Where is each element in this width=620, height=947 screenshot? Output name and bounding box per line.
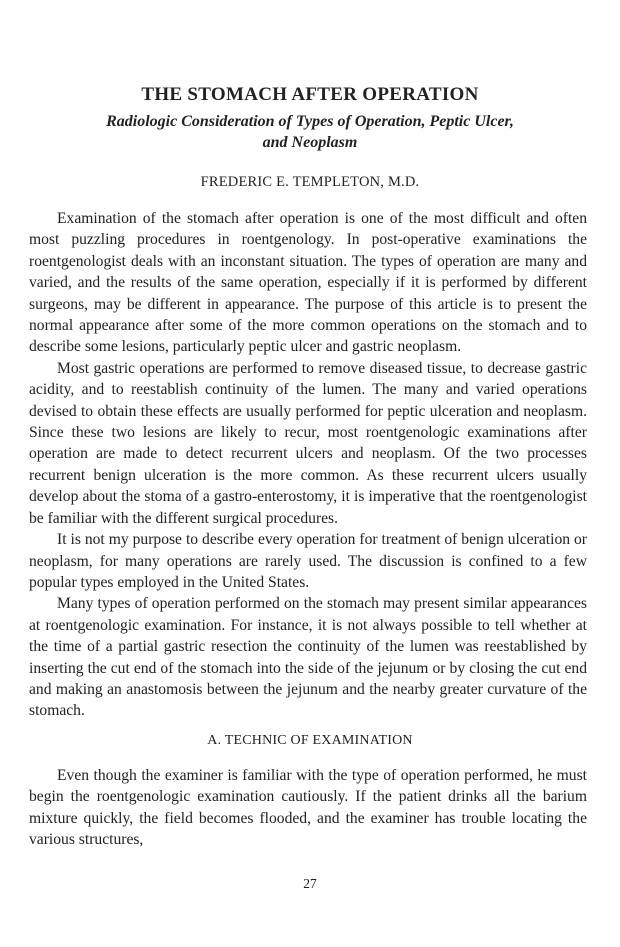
subtitle-line-1: Radiologic Consideration of Types of Operation, Peptic Ulcer, <box>106 113 514 130</box>
subtitle-line-2: and Neoplasm <box>262 134 358 151</box>
body-text <box>29 208 587 722</box>
article-subtitle <box>40 111 580 153</box>
section-paragraph-1: Even though the examiner is familiar with the type of operation performed, he must begin the roentgenologic examination cautiously. If the patient drinks all the barium mixture quickly, the field becomes flooded, and the examiner has trouble locating the various structures, <box>29 767 587 849</box>
author-name: FREDERIC E. TEMPLETON, M.D. <box>200 174 420 190</box>
paragraph-1: Examination of the stomach after operation is one of the most difficult and often most puzzling procedures in roentgenology. In post-operative examinations the roentgenologist deals with an inconstant situation. The types of operation are many and varied, and the results of the same operation, especially if it is performed by different surgeons, may be different in appearance. The purpose of this article is to present the normal appearance after some of the more common operations on the stomach and to describe some lesions, particularly peptic ulcer and gastric neoplasm. <box>29 210 587 356</box>
article-title: THE STOMACH AFTER OPERATION <box>141 84 479 105</box>
paragraph-3: It is not my purpose to describe every operation for treatment of benign ulceration or neoplasm, for many operations are rarely used. The discussion is confined to a few popular types employed in the United States. <box>29 531 587 591</box>
section-body-text <box>29 765 587 851</box>
section-heading: A. TECHNIC OF EXAMINATION <box>207 733 413 748</box>
paragraph-2: Most gastric operations are performed to remove diseased tissue, to decrease gastric acidity, and to reestablish continuity of the lumen. The many and varied operations devised to obtain these effects are usually performed for peptic ulceration and neoplasm. Since these two lesions are likely to recur, most roentgenologic examinations after operation are made to detect recurrent ulcers and neoplasm. Of the two processes recurrent benign ulceration is the more common. As these recurrent ulcers usually develop about the stoma of a gastro-enterostomy, it is imperative that the roentgenologist be familiar with the different surgical procedures. <box>29 359 587 527</box>
page-number: 27 <box>303 876 317 891</box>
paragraph-4: Many types of operation performed on the stomach may present similar appearances at roentgenologic examination. For instance, it is not always possible to tell whether at the time of a partial gastric resection the continuity of the lumen was reestablished by inserting the cut end of the stomach into the side of the jejunum or by closing the cut end and making an anastomosis between the jejunum and the nearby greater curvature of the stomach. <box>29 595 587 720</box>
